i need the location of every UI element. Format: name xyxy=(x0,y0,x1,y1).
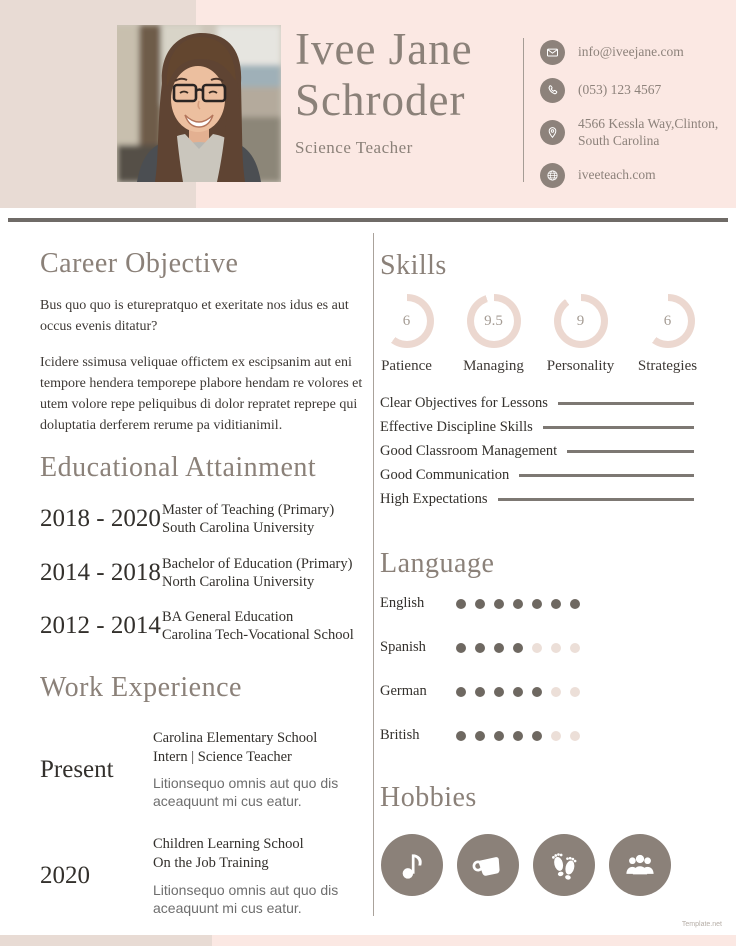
skill-ring xyxy=(450,294,537,375)
job-title: Science Teacher xyxy=(295,137,413,157)
footer-strip xyxy=(0,935,736,946)
music-icon xyxy=(393,846,431,884)
email-icon xyxy=(545,45,560,60)
education-detail xyxy=(162,501,334,538)
language-dot xyxy=(475,687,485,697)
skill-bar-label: High Expectations xyxy=(380,490,488,507)
contact-text-line: South Carolina xyxy=(578,132,660,148)
section-language xyxy=(380,548,694,744)
language-row xyxy=(380,683,694,700)
skill-bar-line xyxy=(567,450,694,453)
contact-text xyxy=(578,167,656,184)
skill-ring-value: 9.5 xyxy=(474,301,514,341)
language-dot xyxy=(570,687,580,697)
language-label: Spanish xyxy=(380,639,426,655)
work-description: Litionsequo omnis aut quo dis aceaquunt mi cus eatur. xyxy=(153,881,339,916)
education-degree: Bachelor of Education (Primary) xyxy=(162,555,353,572)
skill-bar-row xyxy=(380,443,694,459)
language-dot xyxy=(551,599,561,609)
language-dot xyxy=(551,731,561,741)
education-detail xyxy=(162,608,354,645)
language-dot xyxy=(456,731,466,741)
section-career-objective xyxy=(40,248,373,436)
skill-ring-track xyxy=(641,294,695,348)
language-dot xyxy=(513,687,523,697)
contact-text-line: iveeteach.com xyxy=(578,166,656,182)
hobby-list xyxy=(381,834,694,896)
language-label: English xyxy=(380,595,425,611)
header-vertical-divider xyxy=(523,38,524,182)
career-objective-paragraph: Bus quo quo is eturepratquo et exeritate nos idus es aut occus evenis ditatur? xyxy=(40,298,349,334)
education-list xyxy=(40,501,373,645)
hobby-badge xyxy=(609,834,671,896)
location-icon-badge xyxy=(540,120,565,145)
education-years: 2018 - 2020 xyxy=(40,505,161,533)
work-period: 2020 xyxy=(40,862,90,890)
skill-ring-track xyxy=(380,294,434,348)
skill-ring-track xyxy=(554,294,608,348)
skill-ring-value: 6 xyxy=(387,301,427,341)
section-skills xyxy=(380,250,698,507)
language-dot xyxy=(570,643,580,653)
work-role: On the Job Training xyxy=(153,855,269,872)
language-dot xyxy=(475,731,485,741)
skill-bar-label: Good Communication xyxy=(380,466,510,483)
skill-ring-label: Personality xyxy=(546,358,615,374)
language-dots xyxy=(456,599,580,609)
skill-bar-row xyxy=(380,491,694,507)
contact-text xyxy=(578,44,684,61)
name-line1: Ivee Jane xyxy=(295,24,473,74)
work-item xyxy=(40,729,373,810)
language-list xyxy=(380,595,694,744)
name-block xyxy=(295,24,473,158)
education-degree: Master of Teaching (Primary) xyxy=(162,502,335,518)
language-dots xyxy=(456,687,580,697)
work-organization: Children Learning School xyxy=(153,836,304,853)
language-dot xyxy=(551,643,561,653)
skill-ring xyxy=(624,294,711,375)
language-dot xyxy=(456,643,466,653)
skill-bar-line xyxy=(543,426,694,429)
education-detail xyxy=(162,555,352,592)
language-dot xyxy=(475,599,485,609)
education-item xyxy=(40,608,373,645)
hobby-badge xyxy=(381,834,443,896)
language-dot xyxy=(494,731,504,741)
language-dot xyxy=(475,643,485,653)
globe-icon xyxy=(545,168,560,183)
language-dot xyxy=(532,731,542,741)
work-item xyxy=(40,835,373,916)
work-period: Present xyxy=(40,755,114,783)
hobby-badge xyxy=(533,834,595,896)
work-experience-list xyxy=(40,729,373,917)
language-label: German xyxy=(380,683,427,699)
skill-ring-track xyxy=(467,294,521,348)
language-dot xyxy=(513,643,523,653)
people-icon xyxy=(621,846,659,884)
education-years: 2012 - 2014 xyxy=(40,612,161,640)
education-item xyxy=(40,501,373,538)
language-dot xyxy=(570,599,580,609)
contact-text-line: info@iveejane.com xyxy=(578,44,684,60)
work-role: Intern | Science Teacher xyxy=(153,748,292,765)
contact-text-line: 4566 Kessla Way,Clinton, xyxy=(578,116,719,131)
language-label: British xyxy=(380,727,420,743)
skill-bar-label: Effective Discipline Skills xyxy=(380,418,533,435)
language-dot xyxy=(494,643,504,653)
horizontal-rule xyxy=(8,218,728,222)
language-dot xyxy=(494,599,504,609)
globe-icon-badge xyxy=(540,163,565,188)
portrait-illustration xyxy=(117,25,281,182)
skill-ring-value: 9 xyxy=(561,301,601,341)
language-row xyxy=(380,595,694,612)
education-heading: Educational Attainment xyxy=(40,452,317,483)
profile-photo xyxy=(117,25,281,182)
education-school: North Carolina University xyxy=(162,573,315,590)
work-organization: Carolina Elementary School xyxy=(153,730,318,746)
skill-bar-line xyxy=(498,498,694,501)
contact-text-line: (053) 123 4567 xyxy=(578,82,662,98)
name-line2: Schroder xyxy=(295,74,466,125)
language-dot xyxy=(532,599,542,609)
section-education xyxy=(40,452,373,645)
skill-bar-row xyxy=(380,419,694,435)
education-years: 2014 - 2018 xyxy=(40,558,161,586)
contact-text xyxy=(578,116,718,150)
skill-bar-label: Clear Objectives for Lessons xyxy=(380,394,548,411)
email-icon-badge xyxy=(540,40,565,65)
phone-icon-badge xyxy=(540,78,565,103)
contact-row xyxy=(540,40,722,65)
work-detail xyxy=(153,835,363,916)
skill-bar-line xyxy=(558,402,694,405)
skill-bar-row xyxy=(380,467,694,483)
education-school: South Carolina University xyxy=(162,520,315,537)
skill-ring-label: Managing xyxy=(463,358,524,374)
language-heading: Language xyxy=(380,548,495,579)
work-description: Litionsequo omnis aut quo dis aceaquunt mi cus eatur. xyxy=(153,775,339,810)
career-objective-heading: Career Objective xyxy=(40,248,239,279)
section-hobbies xyxy=(380,782,694,896)
skills-heading: Skills xyxy=(380,250,447,281)
skill-ring xyxy=(363,294,450,375)
language-dot xyxy=(532,643,542,653)
skill-ring-label: Strategies xyxy=(637,358,698,374)
language-dot xyxy=(456,599,466,609)
skill-ring xyxy=(537,294,624,375)
skill-ring-value: 6 xyxy=(648,301,688,341)
career-objective-paragraph: Icidere ssimusa veliquae offictem ex escipsanim aut eni tempore hendera temporepe plabore hendam re volores et utem volore repe peliquibus di dolor repratet reprepe qui doluptatia derferem rerume pa viditianimil. xyxy=(40,355,363,433)
section-work-experience xyxy=(40,672,373,917)
language-dots xyxy=(456,643,580,653)
language-dot xyxy=(494,687,504,697)
language-dot xyxy=(532,687,542,697)
skill-bar-label: Good Classroom Management xyxy=(380,442,558,459)
phone-icon xyxy=(545,83,560,98)
language-dot xyxy=(513,599,523,609)
contact-row xyxy=(540,78,722,103)
language-dots xyxy=(456,731,580,741)
contact-list xyxy=(540,40,722,188)
work-detail xyxy=(153,729,363,810)
contact-row xyxy=(540,163,722,188)
footprints-icon xyxy=(545,846,583,884)
location-icon xyxy=(545,125,560,140)
skill-rings xyxy=(363,294,711,375)
language-dot xyxy=(456,687,466,697)
hobby-badge xyxy=(457,834,519,896)
language-row xyxy=(380,727,694,744)
work-experience-heading: Work Experience xyxy=(40,672,242,703)
education-degree: BA General Education xyxy=(162,609,294,626)
coffee-icon xyxy=(469,846,507,884)
language-dot xyxy=(551,687,561,697)
skill-bars xyxy=(380,395,694,507)
education-item xyxy=(40,555,373,592)
skill-bar-line xyxy=(519,474,694,477)
hobbies-heading: Hobbies xyxy=(380,782,477,813)
header xyxy=(0,0,736,208)
watermark: Template.net xyxy=(681,921,722,928)
education-school: Carolina Tech-Vocational School xyxy=(162,627,354,644)
footer-accent-block xyxy=(0,935,212,946)
contact-text xyxy=(578,82,661,99)
language-dot xyxy=(570,731,580,741)
skill-ring-label: Patience xyxy=(381,358,432,374)
language-row xyxy=(380,639,694,656)
contact-row xyxy=(540,116,722,150)
language-dot xyxy=(513,731,523,741)
skill-bar-row xyxy=(380,395,694,411)
